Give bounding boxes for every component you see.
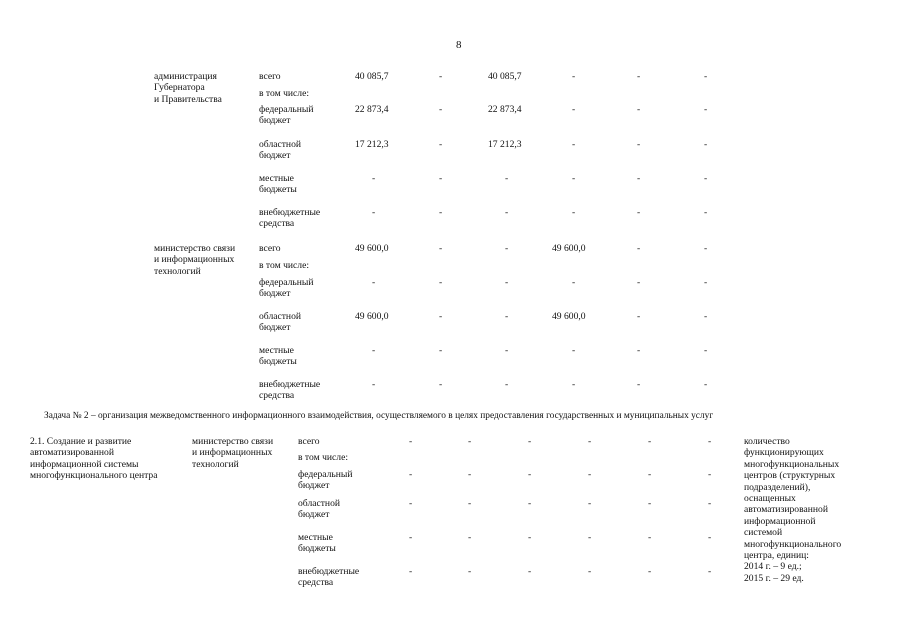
amount-cell: - xyxy=(704,207,708,218)
amount-cell: - xyxy=(572,277,576,288)
amount-cell: - xyxy=(439,345,443,356)
target-indicator: центра, единиц: xyxy=(744,550,809,561)
funding-source-label: областной xyxy=(259,311,302,322)
amount-cell: - xyxy=(409,498,413,509)
amount-cell: 49 600,0 xyxy=(552,243,586,254)
target-indicator: многофункционального xyxy=(744,538,842,550)
target-indicator: подразделений), xyxy=(744,481,811,493)
measure-name: многофункционального центра xyxy=(30,470,158,482)
funding-source-label: в том числе: xyxy=(259,260,310,271)
measure-name: 2.1. Создание и развитие xyxy=(30,436,132,447)
funding-source-label: областной xyxy=(298,498,341,509)
amount-cell: - xyxy=(648,436,652,447)
amount-cell: - xyxy=(572,104,576,115)
target-indicator: функционирующих xyxy=(744,447,824,459)
amount-cell: - xyxy=(409,532,413,543)
amount-cell: - xyxy=(704,104,708,115)
target-indicator: 2014 г. – 9 ед.; xyxy=(744,561,802,573)
amount-cell: - xyxy=(704,379,708,390)
funding-source-label: бюджет xyxy=(259,288,291,300)
amount-cell: - xyxy=(468,498,472,509)
funding-source-label: федеральный xyxy=(259,277,314,288)
amount-cell: - xyxy=(372,379,376,390)
funding-source-label: бюджет xyxy=(259,150,291,162)
amount-cell: - xyxy=(528,498,532,509)
amount-cell: - xyxy=(637,311,641,322)
amount-cell: - xyxy=(572,71,576,82)
target-indicator: системой xyxy=(744,527,783,539)
amount-cell: 49 600,0 xyxy=(552,311,586,322)
amount-cell: - xyxy=(588,469,592,480)
target-indicator: количество xyxy=(744,436,790,447)
amount-cell: 49 600,0 xyxy=(355,311,389,322)
amount-cell: - xyxy=(588,498,592,509)
amount-cell: - xyxy=(439,173,443,184)
amount-cell: - xyxy=(637,345,641,356)
amount-cell: - xyxy=(637,379,641,390)
amount-cell: - xyxy=(572,379,576,390)
amount-cell: - xyxy=(528,436,532,447)
amount-cell: - xyxy=(704,345,708,356)
amount-cell: - xyxy=(439,277,443,288)
amount-cell: 49 600,0 xyxy=(355,243,389,254)
amount-cell: - xyxy=(637,104,641,115)
amount-cell: - xyxy=(409,469,413,480)
amount-cell: 17 212,3 xyxy=(488,139,522,150)
executor-name: администрация xyxy=(154,71,217,82)
amount-cell: - xyxy=(505,207,509,218)
amount-cell: - xyxy=(372,345,376,356)
measure-name: автоматизированной xyxy=(30,447,114,459)
executor-name: технологий xyxy=(192,458,239,470)
funding-source-label: федеральный xyxy=(298,469,353,480)
amount-cell: - xyxy=(708,566,712,577)
page-number: 8 xyxy=(456,39,462,51)
amount-cell: - xyxy=(505,379,509,390)
target-indicator: 2015 г. – 29 ед. xyxy=(744,572,804,584)
amount-cell: - xyxy=(468,436,472,447)
amount-cell: - xyxy=(704,139,708,150)
measure-name: информационной системы xyxy=(30,458,139,470)
funding-source-label: всего xyxy=(259,243,281,254)
amount-cell: - xyxy=(708,498,712,509)
amount-cell: - xyxy=(528,469,532,480)
amount-cell: - xyxy=(528,532,532,543)
funding-source-label: местные xyxy=(259,173,294,184)
amount-cell: - xyxy=(637,277,641,288)
amount-cell: - xyxy=(439,311,443,322)
amount-cell: - xyxy=(708,436,712,447)
funding-source-label: областной xyxy=(259,139,302,150)
funding-source-label: средства xyxy=(259,390,295,402)
funding-source-label: бюджет xyxy=(298,480,330,492)
amount-cell: - xyxy=(409,436,413,447)
amount-cell: - xyxy=(439,379,443,390)
funding-source-label: бюджет xyxy=(259,115,291,127)
target-indicator: многофункциональных xyxy=(744,458,840,470)
amount-cell: - xyxy=(528,566,532,577)
target-indicator: центров (структурных xyxy=(744,470,836,482)
funding-source-label: всего xyxy=(259,71,281,82)
amount-cell: - xyxy=(572,173,576,184)
amount-cell: 22 873,4 xyxy=(488,104,522,115)
amount-cell: - xyxy=(372,173,376,184)
target-indicator: оснащенных xyxy=(744,493,796,504)
amount-cell: - xyxy=(468,566,472,577)
funding-source-label: бюджеты xyxy=(298,543,336,555)
funding-source-label: бюджет xyxy=(259,322,291,334)
amount-cell: - xyxy=(505,173,509,184)
funding-source-label: средства xyxy=(259,218,295,230)
amount-cell: 40 085,7 xyxy=(488,71,522,82)
amount-cell: - xyxy=(505,345,509,356)
amount-cell: - xyxy=(637,243,641,254)
amount-cell: 40 085,7 xyxy=(355,71,389,82)
funding-source-label: в том числе: xyxy=(298,452,349,463)
amount-cell: - xyxy=(637,139,641,150)
amount-cell: - xyxy=(704,243,708,254)
amount-cell: - xyxy=(409,566,413,577)
task-2-heading: Задача № 2 – организация межведомственного информационного взаимодействия, осуществляемого в целях предоставления государственных и муниципальных услуг xyxy=(44,411,714,421)
executor-name: и информационных xyxy=(192,447,273,459)
funding-source-label: бюджет xyxy=(298,509,330,521)
target-indicator: автоматизированной xyxy=(744,504,828,516)
funding-source-label: внебюджетные xyxy=(298,566,360,577)
funding-source-label: местные xyxy=(259,345,294,356)
executor-name: и Правительства xyxy=(154,93,222,105)
amount-cell: - xyxy=(637,71,641,82)
amount-cell: - xyxy=(588,532,592,543)
amount-cell: - xyxy=(468,532,472,543)
executor-name: технологий xyxy=(154,265,201,277)
executor-name: Губернатора xyxy=(154,82,205,94)
amount-cell: - xyxy=(439,243,443,254)
amount-cell: - xyxy=(468,469,472,480)
amount-cell: - xyxy=(648,469,652,480)
amount-cell: - xyxy=(708,469,712,480)
funding-source-label: всего xyxy=(298,436,320,447)
amount-cell: - xyxy=(505,243,509,254)
amount-cell: - xyxy=(505,277,509,288)
amount-cell: - xyxy=(648,532,652,543)
amount-cell: - xyxy=(572,139,576,150)
executor-name: министерство связи xyxy=(154,243,236,254)
amount-cell: 22 873,4 xyxy=(355,104,389,115)
amount-cell: - xyxy=(505,311,509,322)
amount-cell: - xyxy=(708,532,712,543)
amount-cell: - xyxy=(588,436,592,447)
executor-name: и информационных xyxy=(154,254,235,266)
amount-cell: - xyxy=(439,104,443,115)
amount-cell: - xyxy=(439,139,443,150)
amount-cell: - xyxy=(572,345,576,356)
target-indicator: информационной xyxy=(744,515,816,527)
amount-cell: 17 212,3 xyxy=(355,139,389,150)
funding-source-label: внебюджетные xyxy=(259,379,321,390)
amount-cell: - xyxy=(372,207,376,218)
funding-source-label: федеральный xyxy=(259,104,314,115)
funding-source-label: внебюджетные xyxy=(259,207,321,218)
funding-source-label: бюджеты xyxy=(259,184,297,196)
amount-cell: - xyxy=(704,173,708,184)
amount-cell: - xyxy=(648,498,652,509)
amount-cell: - xyxy=(572,207,576,218)
funding-source-label: в том числе: xyxy=(259,88,310,99)
amount-cell: - xyxy=(588,566,592,577)
amount-cell: - xyxy=(637,173,641,184)
amount-cell: - xyxy=(648,566,652,577)
funding-source-label: бюджеты xyxy=(259,356,297,368)
amount-cell: - xyxy=(439,71,443,82)
funding-source-label: средства xyxy=(298,577,334,589)
amount-cell: - xyxy=(439,207,443,218)
amount-cell: - xyxy=(372,277,376,288)
funding-source-label: местные xyxy=(298,532,333,543)
amount-cell: - xyxy=(704,71,708,82)
amount-cell: - xyxy=(637,207,641,218)
executor-name: министерство связи xyxy=(192,436,274,447)
amount-cell: - xyxy=(704,311,708,322)
amount-cell: - xyxy=(704,277,708,288)
